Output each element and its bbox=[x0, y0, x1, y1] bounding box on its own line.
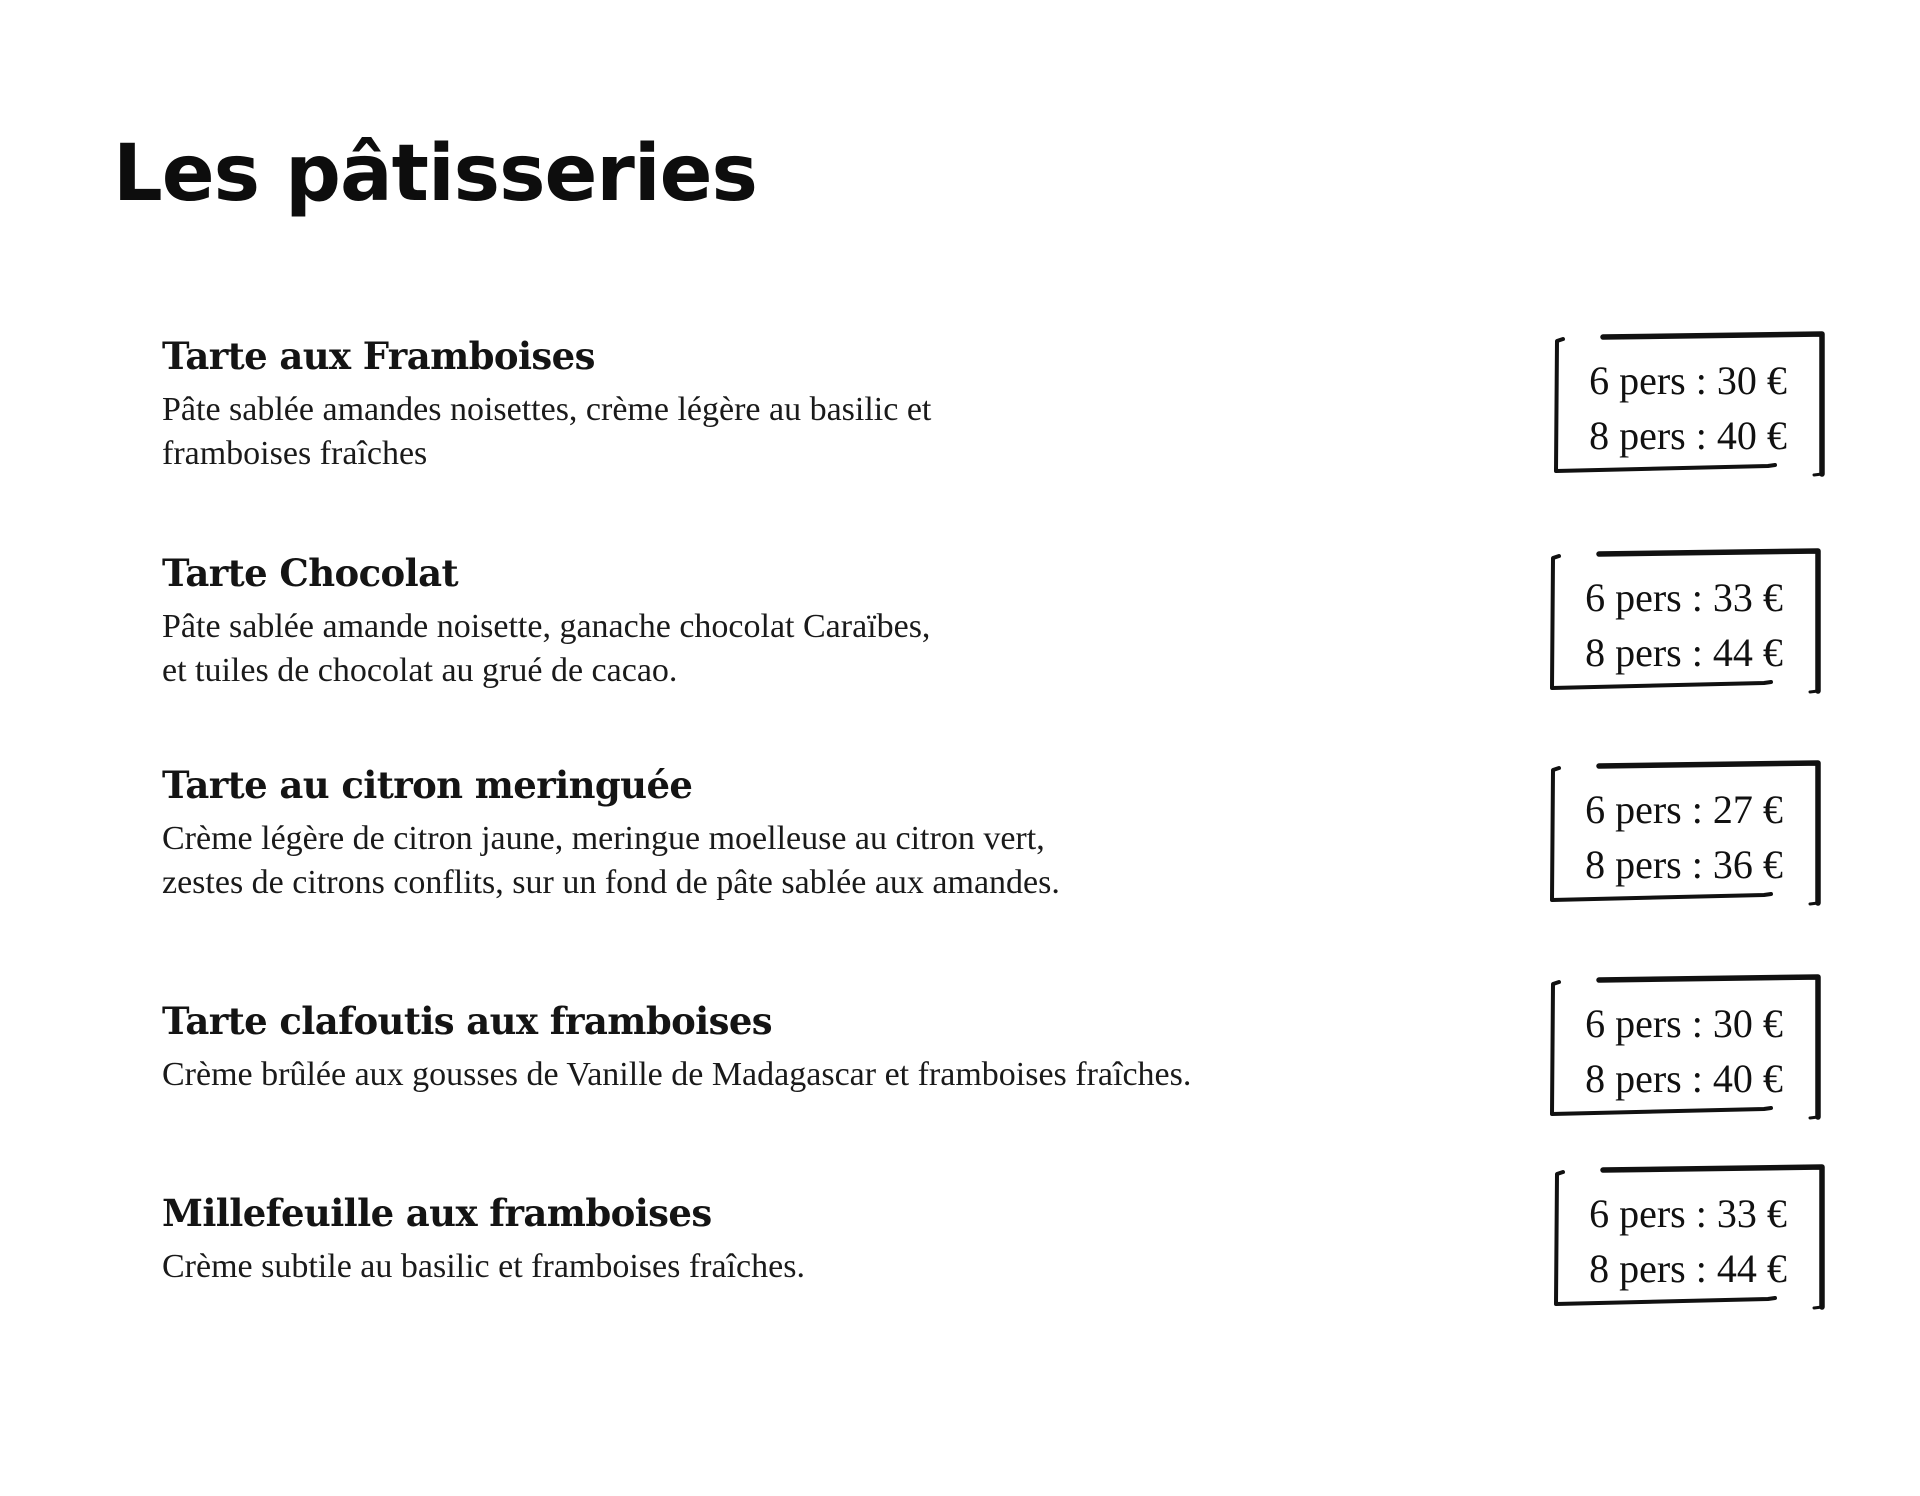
item-name: Tarte aux Framboises bbox=[162, 334, 595, 378]
price-8-pers: 8 pers : 44 € bbox=[1589, 1246, 1787, 1291]
item-name: Tarte Chocolat bbox=[162, 551, 458, 595]
menu-item-tarte-au-citron-meringuee bbox=[162, 764, 1362, 905]
price-6-pers: 6 pers : 33 € bbox=[1585, 575, 1783, 620]
item-description: Crème brûlée aux gousses de Vanille de Madagascar et framboises fraîches. bbox=[162, 1055, 1192, 1093]
price-6-pers: 6 pers : 30 € bbox=[1585, 1001, 1783, 1046]
price-list bbox=[1553, 1186, 1823, 1296]
price-box bbox=[1549, 762, 1819, 902]
price-box bbox=[1553, 1166, 1823, 1306]
item-description: Crème légère de citron jaune, meringue moelleuse au citron vert, zestes de citrons conflits, sur un fond de pâte sablée aux amandes. bbox=[162, 819, 1060, 901]
price-box bbox=[1549, 550, 1819, 690]
item-name: Millefeuille aux framboises bbox=[162, 1191, 712, 1235]
price-list bbox=[1549, 996, 1819, 1106]
item-name: Tarte clafoutis aux framboises bbox=[162, 999, 773, 1043]
page-title: Les pâtisseries bbox=[113, 129, 757, 219]
price-8-pers: 8 pers : 40 € bbox=[1589, 413, 1787, 458]
price-8-pers: 8 pers : 40 € bbox=[1585, 1056, 1783, 1101]
price-list bbox=[1549, 782, 1819, 892]
menu-item-tarte-chocolat bbox=[162, 552, 1362, 693]
price-6-pers: 6 pers : 30 € bbox=[1589, 358, 1787, 403]
menu-item-tarte-clafoutis-aux-framboises bbox=[162, 1000, 1362, 1097]
price-8-pers: 8 pers : 44 € bbox=[1585, 630, 1783, 675]
item-name: Tarte au citron meringuée bbox=[162, 763, 693, 807]
price-list bbox=[1553, 353, 1823, 463]
item-description: Pâte sablée amande noisette, ganache chocolat Caraïbes, et tuiles de chocolat au grué de cacao. bbox=[162, 607, 931, 689]
price-6-pers: 6 pers : 27 € bbox=[1585, 787, 1783, 832]
price-8-pers: 8 pers : 36 € bbox=[1585, 842, 1783, 887]
price-box bbox=[1549, 976, 1819, 1116]
item-description: Pâte sablée amandes noisettes, crème légère au basilic et framboises fraîches bbox=[162, 390, 932, 472]
item-description: Crème subtile au basilic et framboises fraîches. bbox=[162, 1247, 805, 1285]
price-6-pers: 6 pers : 33 € bbox=[1589, 1191, 1787, 1236]
price-box bbox=[1553, 333, 1823, 473]
price-list bbox=[1549, 570, 1819, 680]
menu-item-tarte-aux-framboises bbox=[162, 335, 1362, 476]
menu-item-millefeuille-aux-framboises bbox=[162, 1192, 1362, 1289]
